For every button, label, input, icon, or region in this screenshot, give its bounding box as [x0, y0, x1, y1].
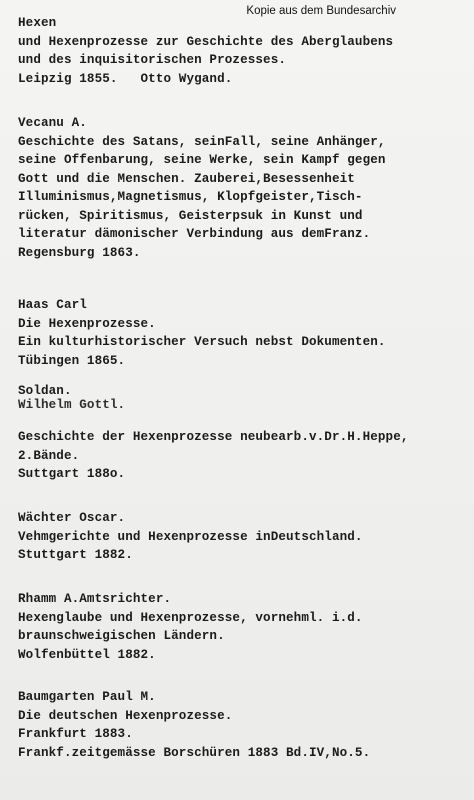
entry-line: Ein kulturhistorischer Versuch nebst Dokumenten.: [18, 335, 386, 349]
entry-line: und Hexenprozesse zur Geschichte des Aberglaubens: [18, 34, 394, 49]
entry-line: Gott und die Menschen. Zauberei,Besessenheit: [18, 171, 355, 186]
bibliography-entry: [18, 590, 363, 664]
entry-line: Baumgarten Paul M.: [18, 690, 156, 704]
entry-line: Die Hexenprozesse.: [18, 316, 156, 331]
entry-line: Leipzig 1855. Otto Wygand.: [18, 71, 233, 86]
entry-line: Rhamm A.Amtsrichter.: [18, 592, 172, 606]
entry-line: Hexenglaube und Hexenprozesse, vornehml. i.d.: [18, 610, 363, 625]
bibliography-entry: [18, 688, 370, 762]
entry-line: Wolfenbüttel 1882.: [18, 647, 156, 662]
bibliography-entry: [18, 382, 125, 414]
archive-stamp: Kopie aus dem Bundesarchiv: [246, 5, 396, 17]
entry-line: Geschichte des Satans, seinFall, seine Anhänger,: [18, 134, 386, 149]
bibliography-entry: [18, 296, 386, 370]
bibliography-entry: [18, 509, 363, 565]
entry-line: Geschichte der Hexenprozesse neubearb.v.Dr.H.Heppe,: [18, 430, 409, 444]
entry-line: Suttgart 188o.: [18, 467, 126, 481]
bibliography-entry: [18, 14, 393, 88]
entry-line: Soldan.: [18, 384, 72, 398]
entry-line: seine Offenbarung, seine Werke, sein Kampf gegen: [18, 153, 386, 167]
entry-line: rücken, Spiritismus, Geisterpsuk in Kunst und: [18, 208, 363, 223]
entry-line: Frankfurt 1883.: [18, 727, 133, 741]
entry-line: Vecanu A.: [18, 116, 87, 130]
entry-line: und des inquisitorischen Prozesses.: [18, 53, 287, 67]
entry-line: Illuminismus,Magnetismus, Klopfgeister,Tisch-: [18, 190, 363, 204]
entry-line: literatur dämonischer Verbindung aus demFranz.: [18, 227, 371, 241]
entry-line: Haas Carl: [18, 298, 87, 312]
bibliography-entry: [18, 428, 409, 484]
bibliography-entry: [18, 114, 386, 262]
entry-line: braunschweigischen Ländern.: [18, 629, 225, 643]
entry-line: 2.Bände.: [18, 448, 80, 463]
entry-line: Frankf.zeitgemässe Borschüren 1883 Bd.IV,No.5.: [18, 745, 371, 760]
entry-line: Wilhelm Gottl.: [18, 397, 126, 412]
entry-line: Die deutschen Hexenprozesse.: [18, 708, 233, 723]
entry-line: Vehmgerichte und Hexenprozesse inDeutschland.: [18, 529, 363, 544]
entry-line: Regensburg 1863.: [18, 245, 141, 260]
entry-line: Stuttgart 1882.: [18, 548, 133, 562]
entry-line: Wächter Oscar.: [18, 511, 126, 525]
entry-line: Tübingen 1865.: [18, 353, 126, 368]
entry-line: Hexen: [18, 16, 57, 30]
